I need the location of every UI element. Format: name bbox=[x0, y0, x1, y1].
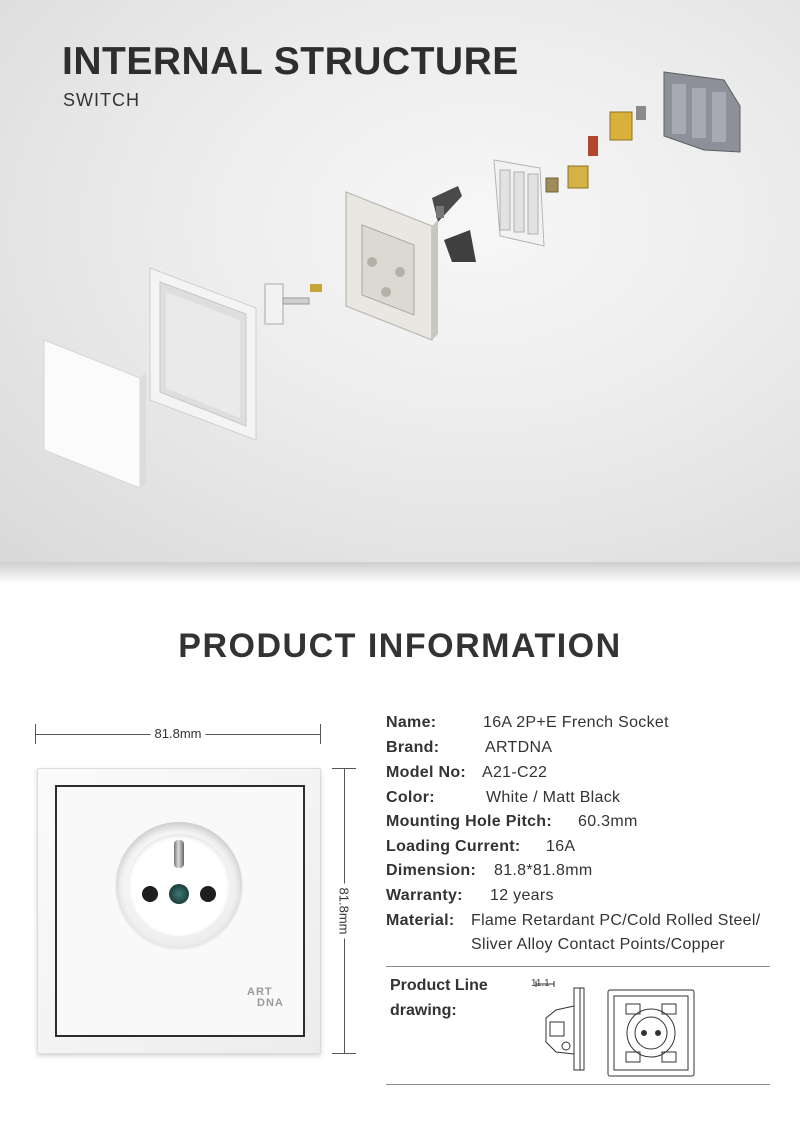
live-pin-hole bbox=[142, 886, 158, 902]
line-drawing-label: Product Line drawing: bbox=[390, 977, 488, 1019]
product-info-title: PRODUCT INFORMATION bbox=[178, 627, 622, 665]
socket-product-image bbox=[37, 768, 321, 1054]
internal-structure-section bbox=[0, 0, 800, 562]
section-title: INTERNAL STRUCTURE bbox=[62, 40, 519, 83]
switch-key-cover bbox=[44, 340, 146, 488]
socket-outlet bbox=[116, 822, 242, 948]
brand-logo: ART DNA bbox=[247, 986, 284, 1009]
drawing-dimension: 11.1 bbox=[531, 978, 550, 989]
section-divider bbox=[0, 562, 800, 584]
section-subtitle: SWITCH bbox=[63, 90, 140, 110]
switch-frame bbox=[150, 268, 256, 440]
height-dimension-label: 81.8mm bbox=[337, 884, 352, 939]
brass-screws bbox=[546, 106, 646, 192]
divider-top bbox=[386, 966, 770, 967]
terminal-block bbox=[494, 160, 544, 246]
exploded-view-illustration bbox=[0, 0, 800, 562]
earth-pin bbox=[174, 840, 184, 868]
width-dimension-line bbox=[35, 724, 321, 744]
width-dimension-label: 81.8mm bbox=[151, 726, 206, 741]
divider-bottom bbox=[386, 1084, 770, 1085]
product-line-drawing bbox=[526, 976, 706, 1084]
height-dimension-line bbox=[330, 768, 358, 1054]
rocker-mechanism bbox=[265, 284, 322, 324]
contact-springs bbox=[432, 186, 476, 262]
center-indicator bbox=[169, 884, 189, 904]
socket-inner-frame bbox=[55, 785, 305, 1037]
switch-base-body bbox=[346, 192, 438, 340]
rear-housing bbox=[664, 72, 740, 152]
neutral-pin-hole bbox=[200, 886, 216, 902]
